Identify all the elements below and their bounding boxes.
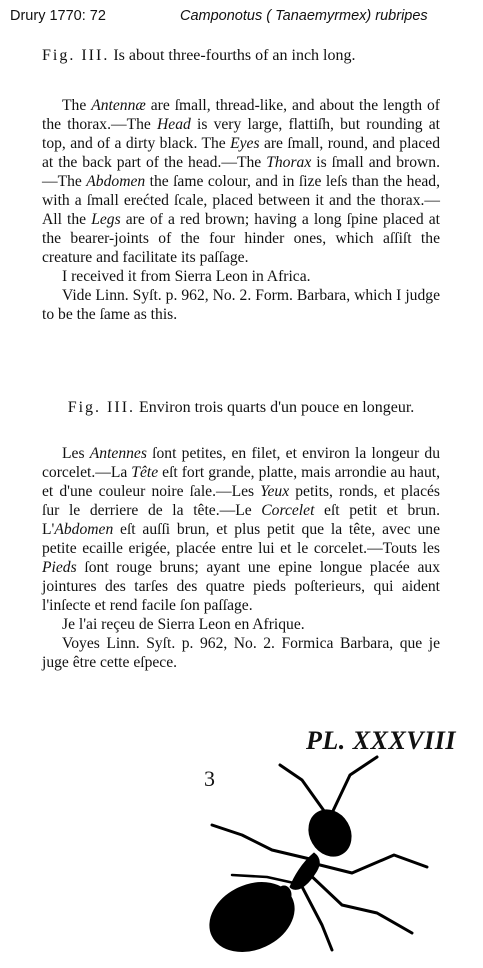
english-body xyxy=(42,96,440,324)
french-fig-text: Environ trois quarts d'un pouce en longeur. xyxy=(139,399,415,416)
french-paragraph-description: Les Antennes ſont petites, en filet, et environ la longeur du corcelet.—La Tête eſt fort grande, platte, mais arrondie au haut, et d'une couleur noire ſale.—Les Yeux petits, ronds, et placés ſur le derriere de la tête.—Le Corcelet eſt petit et brun. L'Abdomen eſt auſſi brun, et plus petit que la tête, avec une petite ecaille erigée, placée entre lui et le corcelet.—Touts les Pieds ſont rouge bruns; ayant une epine longue placée aux jointures des tarſes des quatre pieds poſterieurs, qui aident l'inſecte et rend facile ſon paſſage. xyxy=(42,445,441,614)
french-fig-label: Fig. III. xyxy=(67,399,136,416)
reference-label: Drury 1770: 72 xyxy=(10,8,106,24)
italic-term: Abdomen xyxy=(54,521,114,538)
english-paragraph-description: The Antennæ are ſmall, thread-like, and about the length of the thorax.—The Head is very large, flattiſh, but rounding at top, and of a dirty black. The Eyes are ſmall, round, and placed at the back part of the head.—The Thorax is ſmall and brown.—The Abdomen the ſame colour, and in ſize leſs than the head, with a ſmall erećted ſcale, placed between it and the thorax.—All the Legs are of a red brown; having a long ſpine placed at the bearer-joints of the four hinder ones, which aſſiſt the creature and facilitate its paſſage. xyxy=(42,97,440,266)
italic-term: Yeux xyxy=(260,483,290,500)
plate-label: PL. XXXVIII xyxy=(306,726,456,755)
italic-term: Corcelet xyxy=(261,502,315,519)
french-fig-heading xyxy=(42,398,440,418)
italic-term: Antennæ xyxy=(91,97,146,114)
french-body xyxy=(42,444,440,672)
english-section xyxy=(42,46,440,66)
italic-term: Thorax xyxy=(266,154,312,171)
french-section xyxy=(42,398,440,418)
english-fig-heading xyxy=(42,46,440,66)
french-paragraph-origin: Je l'ai reçeu de Sierra Leon en Afrique. xyxy=(62,616,305,633)
italic-term: Eyes xyxy=(230,135,260,152)
italic-term: Abdomen xyxy=(86,173,146,190)
english-paragraph-origin: I received it from Sierra Leon in Africa. xyxy=(62,268,311,285)
italic-term: Legs xyxy=(91,211,121,228)
italic-term: Head xyxy=(157,116,191,133)
french-paragraph-reference: Voyes Linn. Syſt. p. 962, No. 2. Formica Barbara, que je juge être cette eſpece. xyxy=(42,635,440,671)
english-fig-text: Is about three-fourths of an inch long. xyxy=(113,47,356,64)
species-name: Camponotus ( Tanaemyrmex) rubripes xyxy=(180,8,428,24)
figure-number: 3 xyxy=(204,766,215,791)
italic-term: Pieds xyxy=(42,559,77,576)
italic-term: Tête xyxy=(131,464,159,481)
italic-term: Antennes xyxy=(89,445,147,462)
english-fig-label: Fig. III. xyxy=(42,47,110,64)
english-paragraph-reference: Vide Linn. Syſt. p. 962, No. 2. Form. Barbara, which I judge to be the ſame as this. xyxy=(42,287,440,323)
ant-illustration-icon xyxy=(172,755,432,955)
